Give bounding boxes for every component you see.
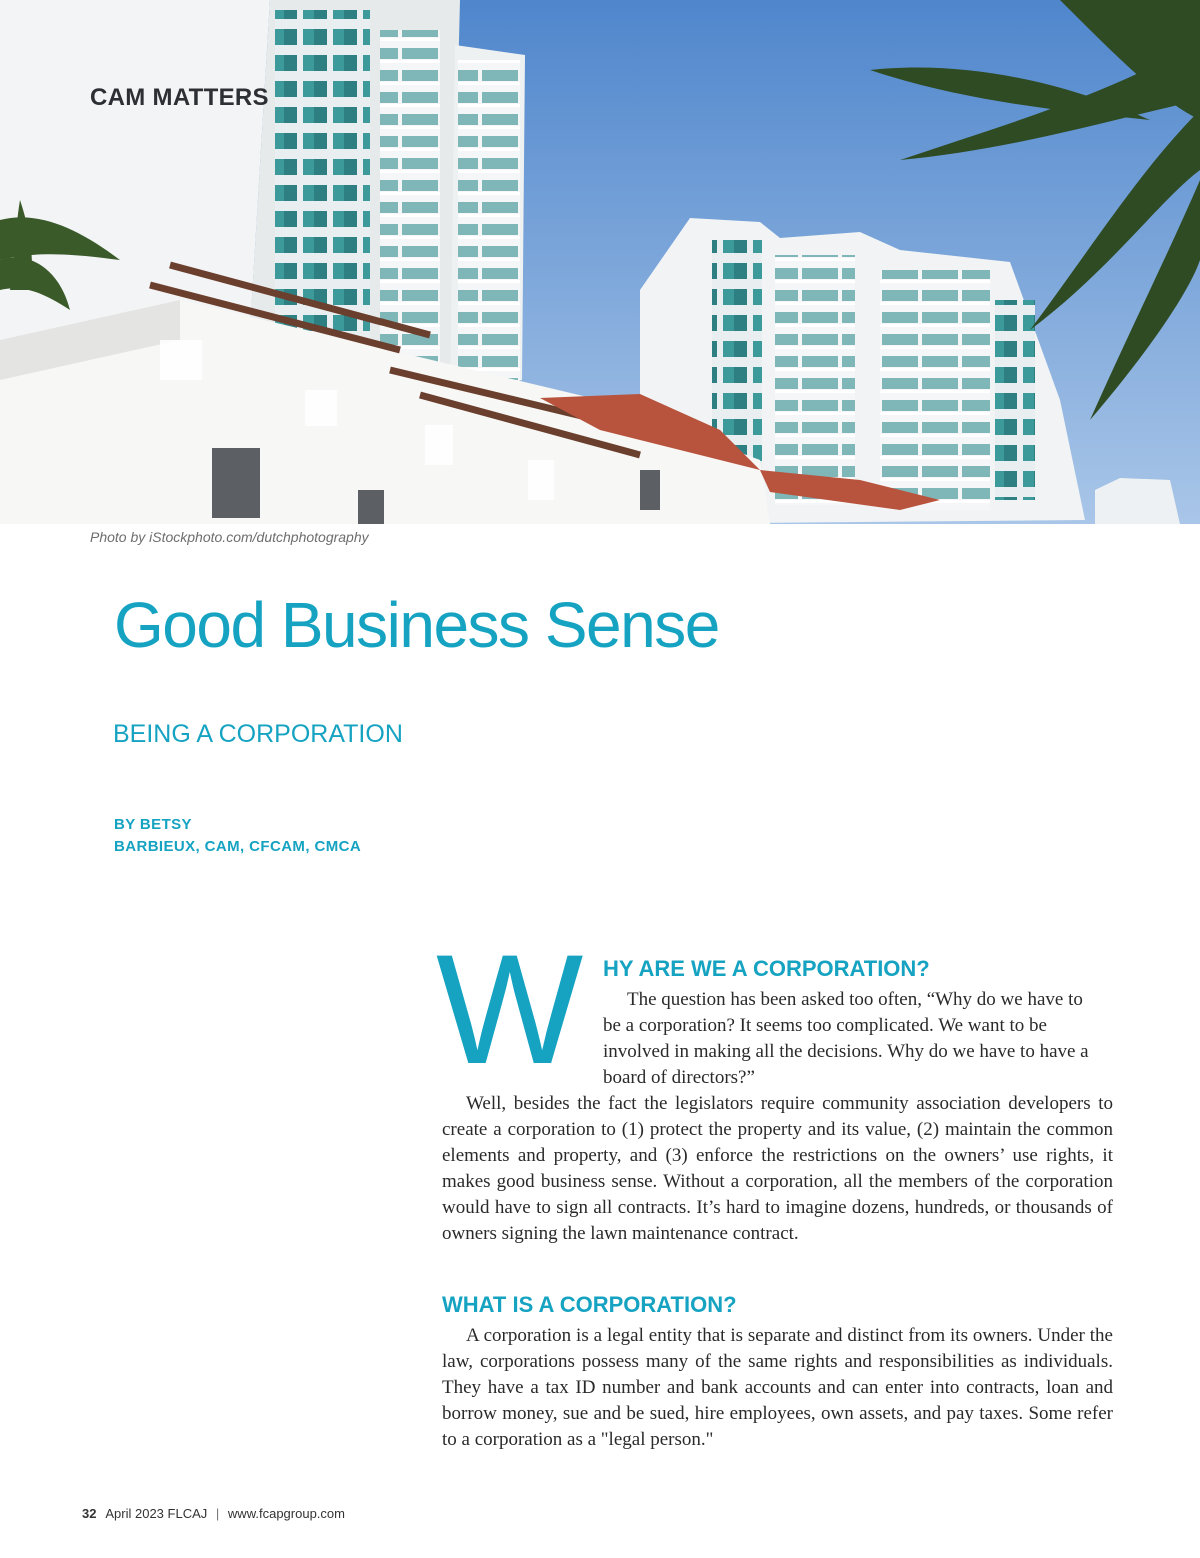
drop-cap: W — [436, 923, 578, 1097]
paragraph-definition: A corporation is a legal entity that is separate and distinct from its owners. Under the law, corporations possess many of the same rights and responsibilities as individuals. They have a tax ID number and bank accounts and can enter into contracts, loan and borrow money, sue and be sued, hire employees, own assets, and pay taxes. Some refer to a corporation as a "legal person." — [442, 1325, 1113, 1450]
page-number: 32 — [82, 1506, 97, 1521]
paragraph-question: The question has been asked too often, “Why do we have to be a corporation? It seems too complicated. We want to be involved in making all the decisions. Why do we have to have a board of directors?” — [603, 989, 1089, 1088]
byline-line-2: BARBIEUX, CAM, CFCAM, CMCA — [114, 838, 362, 855]
publication-name: FLCAJ — [167, 1506, 208, 1521]
hero-image — [0, 0, 1200, 524]
article-title: Good Business Sense — [114, 589, 719, 661]
section-heading-what: WHAT IS A CORPORATION? — [442, 1292, 737, 1317]
footer-divider: | — [215, 1506, 220, 1521]
section-label: CAM MATTERS — [90, 84, 269, 111]
paragraph-legislators: Well, besides the fact the legislators require community association developers to create a corporation to (1) protect the property and its value, (2) maintain the common elements and property, and (3) enforce the restrictions on the owners’ use rights, it makes good business sense. Without a corporation, all the members of the corporation would have to sign all contracts. It’s hard to imagine dozens, hundreds, or thousands of owners signing the lawn maintenance contract. — [442, 1093, 1113, 1244]
hero-photo — [0, 0, 1200, 524]
website-link[interactable]: www.fcapgroup.com — [227, 1506, 345, 1521]
article-subtitle: BEING A CORPORATION — [113, 720, 403, 748]
section-heading-why: HY ARE WE A CORPORATION? — [603, 956, 930, 981]
byline-line-1: BY BETSY — [114, 816, 192, 833]
page-footer — [82, 1506, 345, 1521]
photo-credit: Photo by iStockphoto.com/dutchphotography — [90, 529, 369, 545]
author-byline — [114, 814, 434, 858]
issue-date: April 2023 — [105, 1506, 164, 1521]
